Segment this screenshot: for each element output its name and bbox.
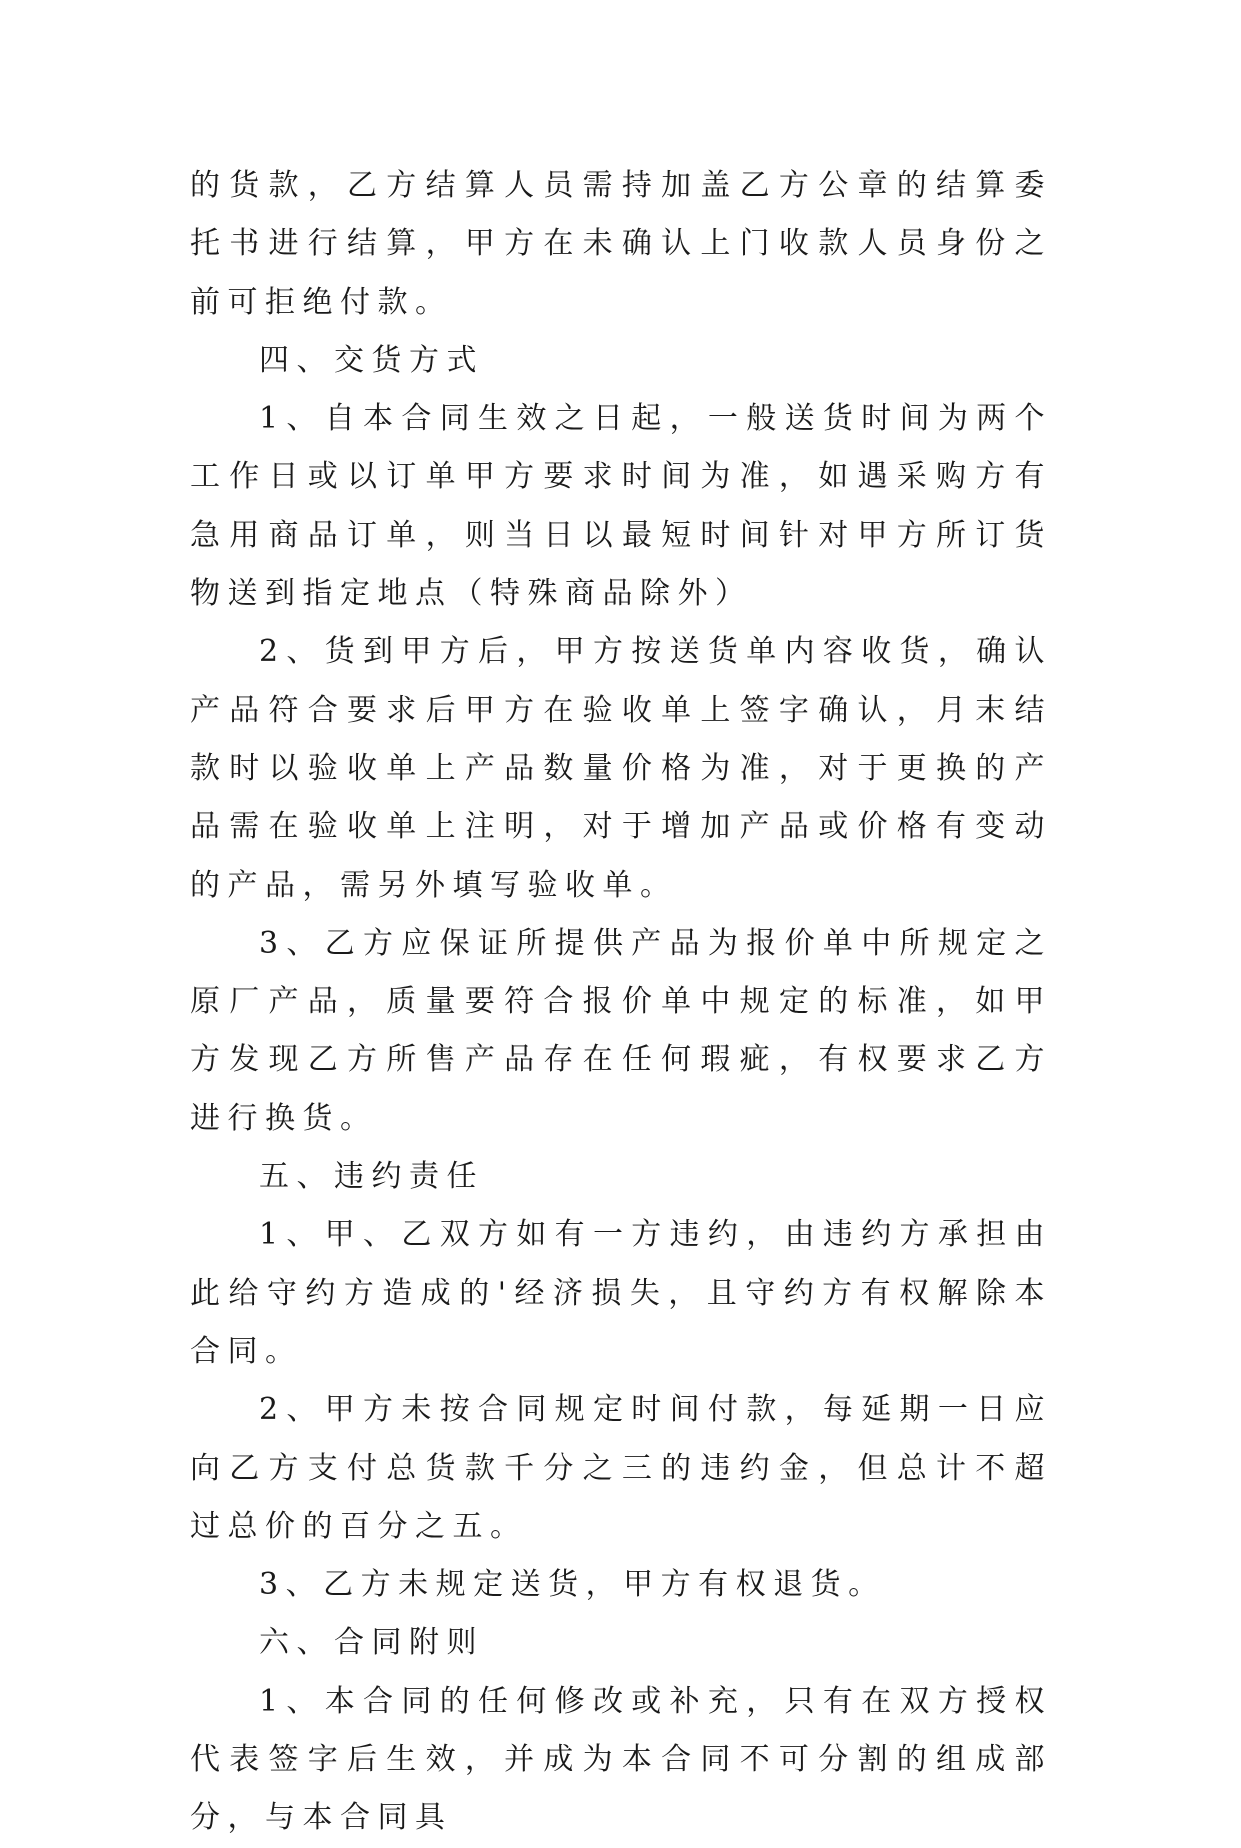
document-page: [190, 157, 1052, 1848]
paragraph-payment-settlement: 的货款，乙方结算人员需持加盖乙方公章的结算委托书进行结算，甲方在未确认上门收款人员身份之前可拒绝付款。: [190, 168, 1052, 320]
clause-delivery-3: 3、乙方应保证所提供产品为报价单中所规定之原厂产品，质量要符合报价单中规定的标准，如甲方发现乙方所售产品存在任何瑕疵，有权要求乙方进行换货。: [190, 925, 1052, 1136]
clause-delivery-2: 2、货到甲方后，甲方按送货单内容收货，确认产品符合要求后甲方在验收单上签字确认，月末结款时以验收单上产品数量价格为准，对于更换的产品需在验收单上注明，对于增加产品或价格有变动的产品，需另外填写验收单。: [190, 634, 1052, 903]
clause-breach-3: 3、乙方未规定送货，甲方有权退货。: [259, 1567, 886, 1603]
clause-supplementary-1: 1、本合同的任何修改或补充，只有在双方授权代表签字后生效，并成为本合同不可分割的组成部分，与本合同具: [190, 1683, 1052, 1836]
section-heading-delivery: 四、交货方式: [259, 342, 484, 378]
section-heading-supplementary: 六、合同附则: [259, 1625, 484, 1661]
clause-delivery-1: 1、自本合同生效之日起，一般送货时间为两个工作日或以订单甲方要求时间为准，如遇采购方有急用商品订单，则当日以最短时间针对甲方所订货物送到指定地点（特殊商品除外）: [190, 401, 1052, 612]
clause-breach-2: 2、甲方未按合同规定时间付款，每延期一日应向乙方支付总货款千分之三的违约金，但总计不超过总价的百分之五。: [190, 1392, 1052, 1544]
section-heading-breach: 五、违约责任: [259, 1159, 484, 1195]
clause-breach-1: 1、甲、乙双方如有一方违约，由违约方承担由此给守约方造成的'经济损失，且守约方有权解除本合同。: [190, 1217, 1052, 1369]
